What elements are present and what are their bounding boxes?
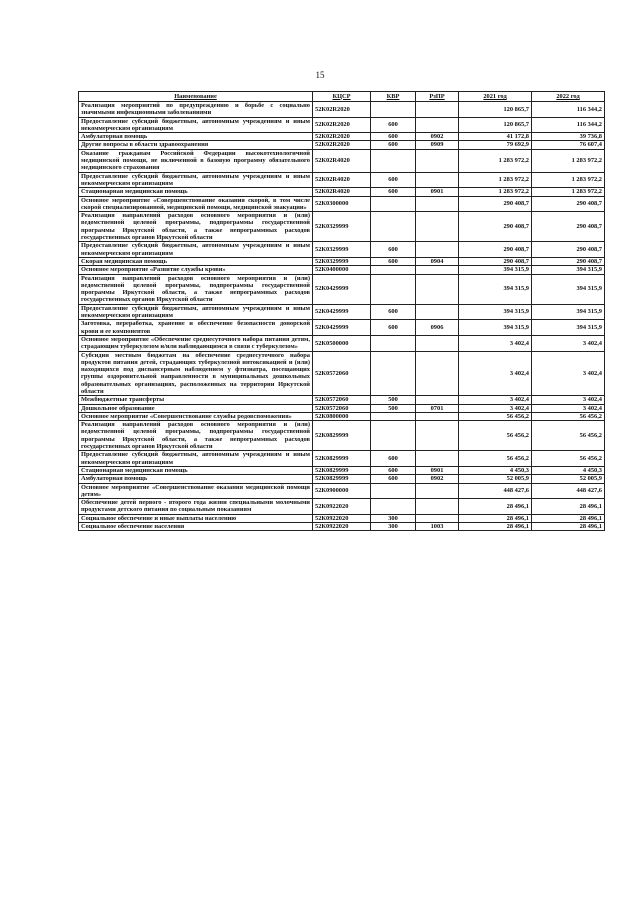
cell-2021: 290 408,7 (459, 242, 532, 258)
cell-2021: 41 172,8 (459, 133, 532, 141)
cell-rzpr: 0701 (416, 404, 459, 412)
cell-rzpr: 0901 (416, 188, 459, 196)
header-kcsr: КЦСР (313, 92, 371, 102)
cell-kvr (371, 149, 416, 172)
cell-name: Обеспечение детей первого - второго года жизни специальными молочными продуктами детского питания по социальным показаниям (79, 499, 313, 515)
cell-kvr: 600 (371, 451, 416, 467)
budget-table (78, 91, 605, 531)
cell-rzpr (416, 117, 459, 133)
cell-rzpr: 0909 (416, 141, 459, 149)
cell-kvr: 600 (371, 117, 416, 133)
cell-2022: 3 402,4 (532, 396, 605, 404)
cell-2022: 1 283 972,2 (532, 172, 605, 188)
cell-2022: 394 315,9 (532, 274, 605, 304)
cell-kcsr: 52К0922020 (313, 514, 371, 522)
cell-rzpr: 0901 (416, 466, 459, 474)
table-row (79, 212, 605, 242)
cell-2022: 3 402,4 (532, 335, 605, 351)
cell-2022: 394 315,9 (532, 320, 605, 336)
cell-2022: 1 283 972,2 (532, 149, 605, 172)
table-row (79, 196, 605, 212)
header-rzpr: РзПР (416, 92, 459, 102)
table-row (79, 242, 605, 258)
cell-kcsr: 52К0922020 (313, 523, 371, 531)
cell-name: Заготовка, переработка, хранение и обеспечение безопасности донорской крови и ее компонентов (79, 320, 313, 336)
cell-2022: 3 402,4 (532, 404, 605, 412)
table-row (79, 304, 605, 320)
cell-kvr (371, 351, 416, 396)
cell-name: Скорая медицинская помощь (79, 257, 313, 265)
cell-name: Основное мероприятие «Совершенствование оказания медицинской помощи детям» (79, 483, 313, 499)
cell-rzpr (416, 102, 459, 118)
cell-kvr: 600 (371, 320, 416, 336)
cell-name: Другие вопросы в области здравоохранения (79, 141, 313, 149)
cell-2022: 116 344,2 (532, 102, 605, 118)
cell-2022: 28 496,1 (532, 499, 605, 515)
cell-kcsr: 52К0400000 (313, 266, 371, 274)
cell-kcsr: 52К0329999 (313, 212, 371, 242)
cell-kcsr: 52К0829999 (313, 475, 371, 483)
cell-rzpr: 0904 (416, 257, 459, 265)
cell-kvr: 600 (371, 133, 416, 141)
cell-kvr (371, 274, 416, 304)
cell-kcsr: 52К0500000 (313, 335, 371, 351)
table-row (79, 102, 605, 118)
cell-2022: 1 283 972,2 (532, 188, 605, 196)
cell-2022: 52 005,9 (532, 475, 605, 483)
cell-2021: 56 456,2 (459, 451, 532, 467)
header-2022: 2022 год (532, 92, 605, 102)
cell-name: Стационарная медицинская помощь (79, 188, 313, 196)
cell-name: Межбюджетные трансферты (79, 396, 313, 404)
cell-2022: 290 408,7 (532, 242, 605, 258)
cell-rzpr (416, 483, 459, 499)
table-row (79, 266, 605, 274)
cell-name: Основное мероприятие «Совершенствование оказания скорой, в том числе скорой специализированной, медицинской помощи, медицинской эвакуации» (79, 196, 313, 212)
cell-2022: 28 496,1 (532, 523, 605, 531)
cell-2022: 290 408,7 (532, 196, 605, 212)
cell-name: Предоставление субсидий бюджетным, автономным учреждениям и иным некоммерческим организациям (79, 304, 313, 320)
cell-rzpr (416, 451, 459, 467)
cell-kvr (371, 499, 416, 515)
cell-2021: 1 283 972,2 (459, 188, 532, 196)
cell-name: Предоставление субсидий бюджетным, автономным учреждениям и иным некоммерческим организациям (79, 242, 313, 258)
cell-name: Реализация направлений расходов основного мероприятия и (или) ведомственной целевой программы, подпрограммы государственной программы Иркутской области, а также непрограммных расходов государственных органов Иркутской области (79, 421, 313, 451)
table-row (79, 172, 605, 188)
cell-2022: 290 408,7 (532, 212, 605, 242)
cell-kvr: 300 (371, 514, 416, 522)
cell-2021: 120 865,7 (459, 102, 532, 118)
table-row (79, 466, 605, 474)
cell-rzpr (416, 266, 459, 274)
cell-kcsr: 52К0922020 (313, 499, 371, 515)
cell-2021: 1 283 972,2 (459, 149, 532, 172)
cell-2022: 3 402,4 (532, 351, 605, 396)
cell-rzpr: 0906 (416, 320, 459, 336)
table-row (79, 483, 605, 499)
cell-rzpr (416, 412, 459, 420)
cell-kvr: 600 (371, 172, 416, 188)
cell-kvr (371, 212, 416, 242)
cell-kvr (371, 412, 416, 420)
cell-kvr (371, 196, 416, 212)
cell-2021: 394 315,9 (459, 320, 532, 336)
cell-rzpr (416, 421, 459, 451)
cell-kcsr: 52К0829999 (313, 451, 371, 467)
cell-kcsr: 52К0800000 (313, 412, 371, 420)
table-row (79, 404, 605, 412)
cell-rzpr: 0902 (416, 133, 459, 141)
table-header-row (79, 92, 605, 102)
table-row (79, 514, 605, 522)
cell-2022: 290 408,7 (532, 257, 605, 265)
table-row (79, 351, 605, 396)
cell-kcsr: 52К02R4020 (313, 188, 371, 196)
cell-name: Основное мероприятие «Обеспечение среднесуточного набора питания детям, страдающим туберкулезом и/или наблюдающимся в связи с туберкулезом» (79, 335, 313, 351)
table-row (79, 257, 605, 265)
cell-2021: 28 496,1 (459, 499, 532, 515)
cell-kcsr: 52К02R2020 (313, 117, 371, 133)
cell-name: Реализация направлений расходов основного мероприятия и (или) ведомственной целевой программы, подпрограммы государственной программы Иркутской области, а также непрограммных расходов государственных органов Иркутской области (79, 212, 313, 242)
cell-name: Дошкольное образование (79, 404, 313, 412)
cell-rzpr (416, 149, 459, 172)
cell-kvr: 500 (371, 404, 416, 412)
cell-2022: 28 496,1 (532, 514, 605, 522)
table-row (79, 141, 605, 149)
table-row (79, 396, 605, 404)
cell-2022: 39 736,8 (532, 133, 605, 141)
cell-kcsr: 52К0572060 (313, 396, 371, 404)
cell-name: Социальное обеспечение населения (79, 523, 313, 531)
cell-rzpr (416, 274, 459, 304)
cell-kcsr: 52К02R4020 (313, 172, 371, 188)
cell-kcsr: 52К0900000 (313, 483, 371, 499)
cell-kvr: 600 (371, 466, 416, 474)
cell-2022: 116 344,2 (532, 117, 605, 133)
cell-name: Предоставление субсидий бюджетным, автономным учреждениям и иным некоммерческим организациям (79, 172, 313, 188)
cell-2021: 394 315,9 (459, 266, 532, 274)
cell-2021: 290 408,7 (459, 257, 532, 265)
cell-kcsr: 52К02R2020 (313, 141, 371, 149)
cell-2021: 3 402,4 (459, 404, 532, 412)
cell-2021: 3 402,4 (459, 396, 532, 404)
cell-kcsr: 52К0329999 (313, 242, 371, 258)
cell-kvr (371, 102, 416, 118)
cell-2021: 79 692,9 (459, 141, 532, 149)
cell-2021: 3 402,4 (459, 335, 532, 351)
cell-name: Реализация направлений расходов основного мероприятия и (или) ведомственной целевой программы, подпрограммы государственной программы Иркутской области, а также непрограммных расходов государственных органов Иркутской области (79, 274, 313, 304)
cell-name: Реализация мероприятий по предупреждению и борьбе с социально значимыми инфекционными заболеваниями (79, 102, 313, 118)
table-row (79, 117, 605, 133)
cell-kcsr: 52К0829999 (313, 466, 371, 474)
header-kvr: КВР (371, 92, 416, 102)
cell-2021: 448 427,6 (459, 483, 532, 499)
header-2021: 2021 год (459, 92, 532, 102)
cell-2022: 448 427,6 (532, 483, 605, 499)
cell-rzpr (416, 172, 459, 188)
cell-kvr (371, 335, 416, 351)
table-row (79, 523, 605, 531)
cell-2022: 56 456,2 (532, 451, 605, 467)
table-row (79, 133, 605, 141)
cell-kvr (371, 421, 416, 451)
cell-kvr: 600 (371, 141, 416, 149)
cell-rzpr: 0902 (416, 475, 459, 483)
cell-rzpr (416, 335, 459, 351)
cell-2021: 28 496,1 (459, 514, 532, 522)
cell-2022: 56 456,2 (532, 412, 605, 420)
cell-2021: 28 496,1 (459, 523, 532, 531)
table-row (79, 188, 605, 196)
cell-rzpr (416, 514, 459, 522)
cell-kvr: 600 (371, 188, 416, 196)
cell-kcsr: 52К0572060 (313, 404, 371, 412)
cell-rzpr (416, 242, 459, 258)
cell-2021: 290 408,7 (459, 196, 532, 212)
cell-kcsr: 52К02R4020 (313, 149, 371, 172)
cell-kcsr: 52К0429999 (313, 320, 371, 336)
cell-2022: 76 607,4 (532, 141, 605, 149)
table-row (79, 475, 605, 483)
cell-name: Социальное обеспечение и иные выплаты населению (79, 514, 313, 522)
cell-kvr: 600 (371, 304, 416, 320)
table-row (79, 149, 605, 172)
cell-2022: 4 450,3 (532, 466, 605, 474)
cell-kcsr: 52К0572060 (313, 351, 371, 396)
cell-name: Амбулаторная помощь (79, 133, 313, 141)
cell-kcsr: 52К02R2020 (313, 102, 371, 118)
cell-kcsr: 52К0829999 (313, 421, 371, 451)
cell-name: Субсидии местным бюджетам на обеспечение среднесуточного набора продуктов питания детей, страдающих туберкулезной интоксикацией и (или) находящихся под диспансерным наблюдением у фтизиатра, посещающих группы оздоровительной направленности в муниципальных дошкольных образовательных организациях, расположенных на территории Иркутской области (79, 351, 313, 396)
cell-kvr (371, 266, 416, 274)
cell-name: Основное мероприятие «Развитие службы крови» (79, 266, 313, 274)
cell-kvr: 600 (371, 242, 416, 258)
cell-name: Амбулаторная помощь (79, 475, 313, 483)
table-row (79, 499, 605, 515)
table-row (79, 412, 605, 420)
page-number: 15 (315, 70, 325, 80)
table-body (79, 102, 605, 531)
cell-kcsr: 52К0429999 (313, 274, 371, 304)
table-row (79, 335, 605, 351)
cell-rzpr (416, 396, 459, 404)
cell-rzpr (416, 304, 459, 320)
cell-kvr: 600 (371, 475, 416, 483)
cell-2022: 394 315,9 (532, 266, 605, 274)
table-row (79, 320, 605, 336)
cell-name: Предоставление субсидий бюджетным, автономным учреждениям и иным некоммерческим организациям (79, 117, 313, 133)
cell-2022: 56 456,2 (532, 421, 605, 451)
cell-kvr: 500 (371, 396, 416, 404)
cell-2021: 52 005,9 (459, 475, 532, 483)
cell-name: Стационарная медицинская помощь (79, 466, 313, 474)
table-row (79, 421, 605, 451)
cell-rzpr (416, 499, 459, 515)
cell-kcsr: 52К0300000 (313, 196, 371, 212)
cell-2021: 394 315,9 (459, 274, 532, 304)
cell-name: Предоставление субсидий бюджетным, автономным учреждениям и иным некоммерческим организациям (79, 451, 313, 467)
cell-kvr: 300 (371, 523, 416, 531)
header-name: Наименование (79, 92, 313, 102)
cell-2022: 394 315,9 (532, 304, 605, 320)
cell-2021: 394 315,9 (459, 304, 532, 320)
table-row (79, 274, 605, 304)
cell-kcsr: 52К0429999 (313, 304, 371, 320)
cell-kvr: 600 (371, 257, 416, 265)
cell-name: Основное мероприятие «Совершенствование службы родовспоможения» (79, 412, 313, 420)
cell-kcsr: 52К0329999 (313, 257, 371, 265)
cell-rzpr (416, 196, 459, 212)
cell-rzpr (416, 212, 459, 242)
cell-2021: 1 283 972,2 (459, 172, 532, 188)
cell-kcsr: 52К02R2020 (313, 133, 371, 141)
cell-2021: 56 456,2 (459, 421, 532, 451)
cell-2021: 56 456,2 (459, 412, 532, 420)
cell-2021: 4 450,3 (459, 466, 532, 474)
cell-2021: 3 402,4 (459, 351, 532, 396)
cell-name: Оказание гражданам Российской Федерации высокотехнологичной медицинской помощи, не включенной в базовую программу обязательного медицинского страхования (79, 149, 313, 172)
cell-2021: 290 408,7 (459, 212, 532, 242)
table-row (79, 451, 605, 467)
cell-rzpr: 1003 (416, 523, 459, 531)
cell-2021: 120 865,7 (459, 117, 532, 133)
cell-kvr (371, 483, 416, 499)
cell-rzpr (416, 351, 459, 396)
